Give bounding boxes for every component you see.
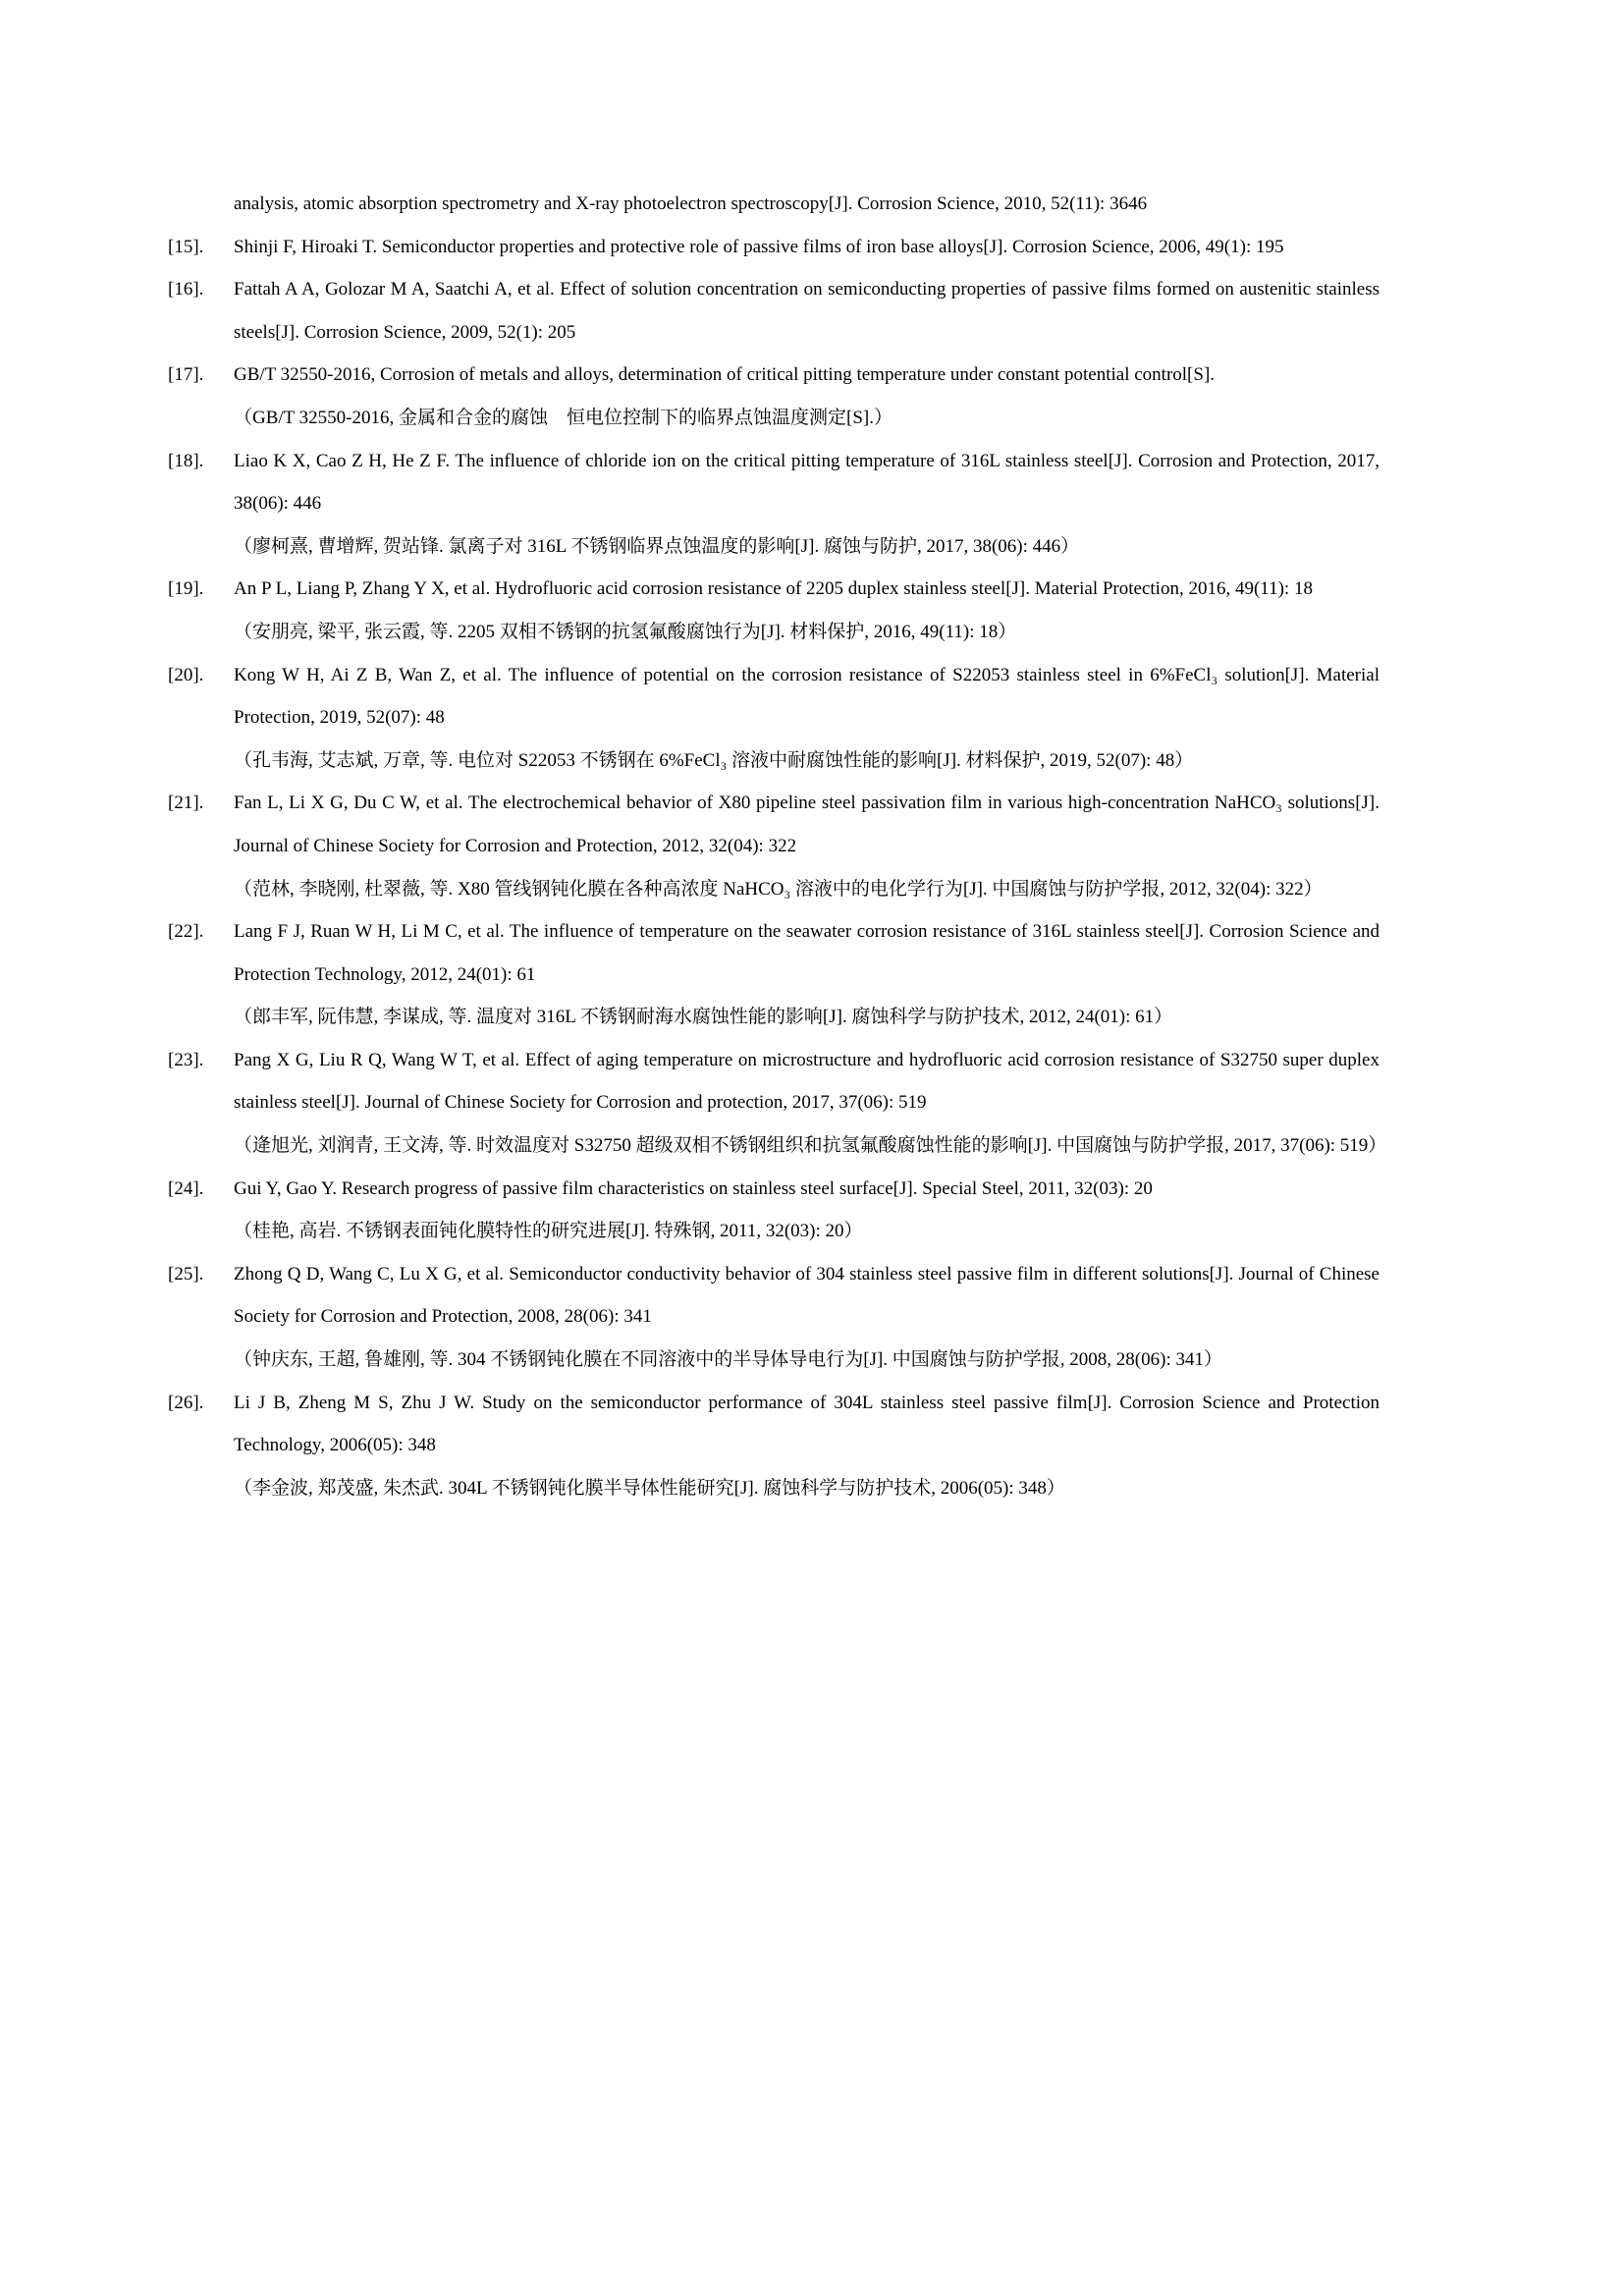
reference-number: [15].	[168, 236, 204, 257]
reference-chinese-text: （李金波, 郑茂盛, 朱杰武. 304L 不锈钢钝化膜半导体性能研究[J]. 腐蚀科学与防护技术, 2006(05): 348）	[234, 1477, 1065, 1499]
reference-number: [24].	[168, 1177, 204, 1199]
reference-number: [19].	[168, 578, 204, 600]
reference-number: [22].	[168, 921, 204, 943]
reference-list	[168, 183, 1387, 1509]
reference-item	[168, 440, 1380, 569]
reference-item	[168, 782, 1380, 910]
reference-chinese-text: （郎丰军, 阮伟慧, 李谋成, 等. 温度对 316L 不锈钢耐海水腐蚀性能的影响[J]. 腐蚀科学与防护技术, 2012, 24(01): 61）	[234, 1007, 1173, 1028]
reference-chinese-text: （GB/T 32550-2016, 金属和合金的腐蚀 恒电位控制下的临界点蚀温度测定[S].）	[234, 407, 893, 428]
reference-english-text: Liao K X, Cao Z H, He Z F. The influence of chloride ion on the critical pitting temperature of 316L stainless steel[J]. Corrosion and Protection, 2017, 38(06): 446	[234, 450, 1380, 515]
reference-english-text: GB/T 32550-2016, Corrosion of metals and alloys, determination of critical pitting temperature under constant potential control[S].	[234, 364, 1216, 386]
reference-item	[168, 910, 1380, 1039]
reference-english-text: Kong W H, Ai Z B, Wan Z, et al. The influence of potential on the corrosion resistance of S22053 stainless steel in 6%FeCl₃ solution[J]. Material Protection, 2019, 52(07): 48	[234, 664, 1380, 729]
reference-item	[168, 1168, 1380, 1253]
reference-english-text: An P L, Liang P, Zhang Y X, et al. Hydrofluoric acid corrosion resistance of 2205 duplex stainless steel[J]. Material Protection, 2016, 49(11): 18	[234, 578, 1313, 600]
reference-item	[168, 226, 1380, 269]
reference-english-text: Fan L, Li X G, Du C W, et al. The electrochemical behavior of X80 pipeline steel passivation film in various high-concentration NaHCO₃ solutions[J]. Journal of Chinese Society for Corrosion and Protection, 2012, 32(04): 322	[234, 793, 1380, 856]
reference-english-text: Lang F J, Ruan W H, Li M C, et al. The influence of temperature on the seawater corrosion resistance of 316L stainless steel[J]. Corrosion Science and Protection Technology, 2012, 24(01): 61	[234, 921, 1380, 985]
reference-item	[234, 183, 1380, 226]
reference-english-text: Shinji F, Hiroaki T. Semiconductor properties and protective role of passive films of iron base alloys[J]. Corrosion Science, 2006, 49(1): 195	[234, 236, 1284, 257]
reference-number: [26].	[168, 1392, 204, 1413]
reference-item	[168, 1253, 1380, 1382]
reference-number: [25].	[168, 1263, 204, 1285]
reference-number: [16].	[168, 279, 204, 301]
reference-chinese-text: （钟庆东, 王超, 鲁雄刚, 等. 304 不锈钢钝化膜在不同溶液中的半导体导电行为[J]. 中国腐蚀与防护学报, 2008, 28(06): 341）	[234, 1349, 1222, 1371]
reference-number: [17].	[168, 364, 204, 386]
reference-english-text: Zhong Q D, Wang C, Lu X G, et al. Semiconductor conductivity behavior of 304 stainless steel passive film in different solutions[J]. Journal of Chinese Society for Corrosion and Protection, 2008, 28(06): 341	[234, 1263, 1380, 1328]
reference-chinese-text: （安朋亮, 梁平, 张云霞, 等. 2205 双相不锈钢的抗氢氟酸腐蚀行为[J]. 材料保护, 2016, 49(11): 18）	[234, 621, 1017, 642]
reference-chinese-text: （范林, 李晓刚, 杜翠薇, 等. X80 管线钢钝化膜在各种高浓度 NaHCO₃ 溶液中的电化学行为[J]. 中国腐蚀与防护学报, 2012, 32(04): 322）	[234, 878, 1323, 900]
reference-number: [18].	[168, 450, 204, 471]
reference-english-text: Li J B, Zheng M S, Zhu J W. Study on the semiconductor performance of 304L stainless steel passive film[J]. Corrosion Science and Protection Technology, 2006(05): 348	[234, 1392, 1380, 1456]
reference-english-text: Gui Y, Gao Y. Research progress of passive film characteristics on stainless steel surface[J]. Special Steel, 2011, 32(03): 20	[234, 1177, 1153, 1199]
reference-number: [20].	[168, 664, 204, 685]
reference-chinese-text: （桂艳, 高岩. 不锈钢表面钝化膜特性的研究进展[J]. 特殊钢, 2011, 32(03): 20）	[234, 1221, 863, 1242]
reference-item	[168, 654, 1380, 783]
reference-english-text: Pang X G, Liu R Q, Wang W T, et al. Effect of aging temperature on microstructure and hydrofluoric acid corrosion resistance of S32750 super duplex stainless steel[J]. Journal of Chinese Society for Corrosion and protection, 2017, 37(06): 519	[234, 1049, 1380, 1114]
reference-chinese-text: （廖柯熹, 曹增辉, 贺站锋. 氯离子对 316L 不锈钢临界点蚀温度的影响[J]. 腐蚀与防护, 2017, 38(06): 446）	[234, 535, 1080, 557]
reference-chinese-text: （孔韦海, 艾志斌, 万章, 等. 电位对 S22053 不锈钢在 6%FeCl₃ 溶液中耐腐蚀性能的影响[J]. 材料保护, 2019, 52(07): 48）	[234, 749, 1194, 771]
reference-item	[168, 568, 1380, 653]
reference-number: [23].	[168, 1049, 204, 1070]
reference-english-text: analysis, atomic absorption spectrometry and X-ray photoelectron spectroscopy[J]. Corrosion Science, 2010, 52(11): 3646	[234, 193, 1148, 214]
reference-item	[168, 268, 1380, 354]
reference-item	[168, 354, 1380, 439]
reference-number: [21].	[168, 793, 204, 814]
reference-chinese-text: （逄旭光, 刘润青, 王文涛, 等. 时效温度对 S32750 超级双相不锈钢组织和抗氢氟酸腐蚀性能的影响[J]. 中国腐蚀与防护学报, 2017, 37(06): 519）	[234, 1135, 1387, 1157]
reference-item	[168, 1382, 1380, 1510]
reference-english-text: Fattah A A, Golozar M A, Saatchi A, et al. Effect of solution concentration on semiconducting properties of passive films formed on austenitic stainless steels[J]. Corrosion Science, 2009, 52(1): 205	[234, 279, 1380, 343]
reference-item	[168, 1039, 1387, 1168]
